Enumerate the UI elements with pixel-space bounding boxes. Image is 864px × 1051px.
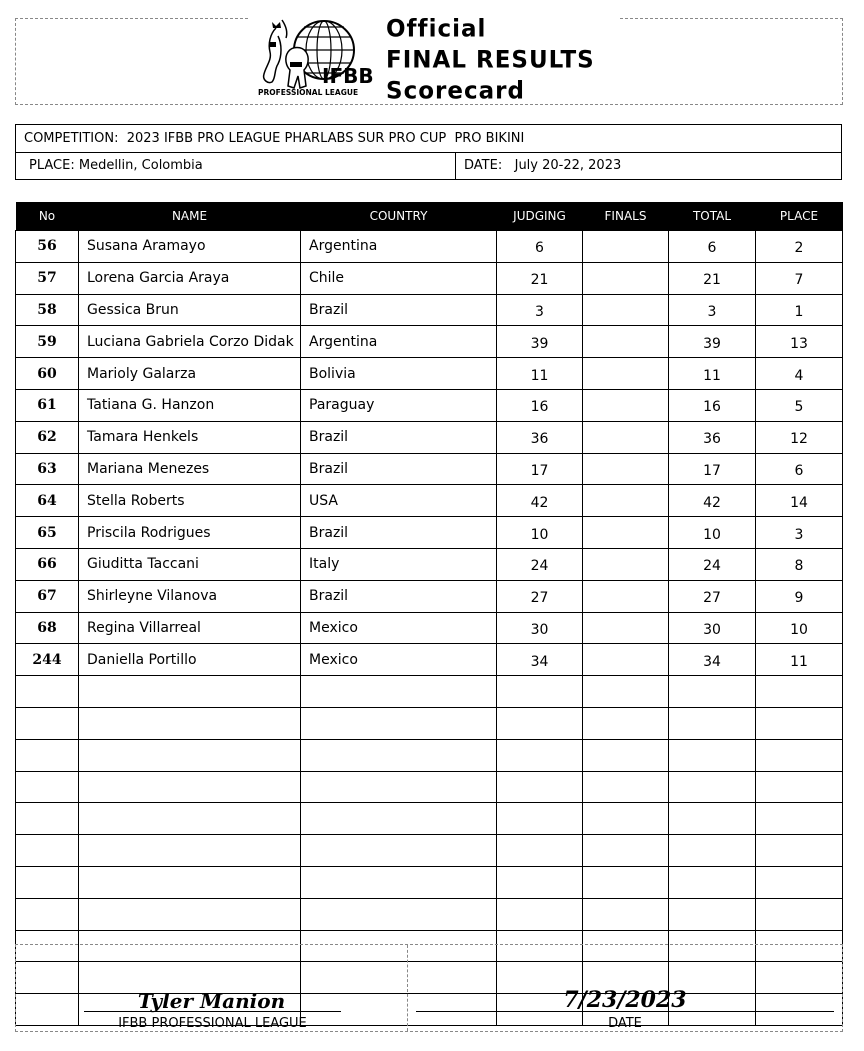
cell-finals bbox=[583, 358, 669, 390]
cell-total: 11 bbox=[669, 358, 756, 390]
cell-total: 36 bbox=[669, 421, 756, 453]
table-header-row bbox=[16, 202, 843, 231]
empty-cell-finals bbox=[583, 739, 669, 771]
empty-cell-country bbox=[301, 707, 497, 739]
table-row bbox=[16, 294, 843, 326]
cell-place: 4 bbox=[756, 358, 843, 390]
cell-place: 10 bbox=[756, 612, 843, 644]
page-title bbox=[386, 14, 595, 107]
empty-cell-finals bbox=[583, 803, 669, 835]
cell-name: Stella Roberts bbox=[79, 485, 301, 517]
cell-judging: 17 bbox=[497, 453, 583, 485]
empty-cell-place bbox=[756, 803, 843, 835]
empty-cell-name bbox=[79, 898, 301, 930]
cell-country: Italy bbox=[301, 548, 497, 580]
empty-cell-no bbox=[16, 676, 79, 708]
empty-cell-no bbox=[16, 866, 79, 898]
cell-total: 16 bbox=[669, 389, 756, 421]
empty-cell-total bbox=[669, 898, 756, 930]
column-header-place: PLACE bbox=[756, 202, 843, 231]
empty-cell-name bbox=[79, 707, 301, 739]
table-row bbox=[16, 358, 843, 390]
empty-cell-no bbox=[16, 771, 79, 803]
cell-total: 42 bbox=[669, 485, 756, 517]
empty-cell-place bbox=[756, 676, 843, 708]
empty-cell-name bbox=[79, 803, 301, 835]
empty-cell-judging bbox=[497, 739, 583, 771]
cell-name: Giuditta Taccani bbox=[79, 548, 301, 580]
empty-table-row bbox=[16, 898, 843, 930]
cell-total: 34 bbox=[669, 644, 756, 676]
title-line-final-results: FINAL RESULTS bbox=[386, 46, 595, 74]
empty-cell-country bbox=[301, 771, 497, 803]
empty-cell-no bbox=[16, 739, 79, 771]
cell-judging: 24 bbox=[497, 548, 583, 580]
cell-place: 8 bbox=[756, 548, 843, 580]
cell-country: Mexico bbox=[301, 644, 497, 676]
table-row bbox=[16, 231, 843, 263]
cell-judging: 36 bbox=[497, 421, 583, 453]
cell-place: 6 bbox=[756, 453, 843, 485]
cell-place: 2 bbox=[756, 231, 843, 263]
table-row bbox=[16, 421, 843, 453]
date-signed-label: DATE bbox=[608, 1016, 642, 1031]
cell-country: Paraguay bbox=[301, 389, 497, 421]
cell-judging: 39 bbox=[497, 326, 583, 358]
cell-place: 13 bbox=[756, 326, 843, 358]
empty-table-row bbox=[16, 739, 843, 771]
cell-place: 1 bbox=[756, 294, 843, 326]
date-cell bbox=[456, 153, 621, 179]
footer-divider bbox=[407, 945, 408, 1031]
empty-cell-total bbox=[669, 835, 756, 867]
cell-total: 30 bbox=[669, 612, 756, 644]
cell-finals bbox=[583, 644, 669, 676]
column-header-country: COUNTRY bbox=[301, 202, 497, 231]
empty-cell-name bbox=[79, 835, 301, 867]
cell-country: Argentina bbox=[301, 231, 497, 263]
official-signature: Tyler Manion bbox=[137, 989, 286, 1013]
cell-no: 65 bbox=[16, 517, 79, 549]
empty-cell-country bbox=[301, 803, 497, 835]
cell-country: Chile bbox=[301, 262, 497, 294]
cell-name: Marioly Galarza bbox=[79, 358, 301, 390]
empty-cell-place bbox=[756, 898, 843, 930]
cell-place: 9 bbox=[756, 580, 843, 612]
cell-total: 24 bbox=[669, 548, 756, 580]
empty-cell-country bbox=[301, 866, 497, 898]
cell-judging: 10 bbox=[497, 517, 583, 549]
empty-cell-name bbox=[79, 771, 301, 803]
place-label: PLACE: bbox=[29, 158, 75, 173]
cell-finals bbox=[583, 548, 669, 580]
table-row bbox=[16, 517, 843, 549]
column-header-finals: FINALS bbox=[583, 202, 669, 231]
cell-finals bbox=[583, 485, 669, 517]
empty-cell-no bbox=[16, 803, 79, 835]
cell-no: 57 bbox=[16, 262, 79, 294]
title-line-official: Official bbox=[386, 15, 487, 43]
signature-label: IFBB PROFESSIONAL LEAGUE bbox=[118, 1016, 307, 1031]
cell-judging: 16 bbox=[497, 389, 583, 421]
empty-cell-judging bbox=[497, 771, 583, 803]
cell-finals bbox=[583, 294, 669, 326]
cell-no: 67 bbox=[16, 580, 79, 612]
cell-finals bbox=[583, 231, 669, 263]
cell-finals bbox=[583, 326, 669, 358]
cell-total: 17 bbox=[669, 453, 756, 485]
empty-cell-country bbox=[301, 835, 497, 867]
empty-cell-judging bbox=[497, 898, 583, 930]
empty-cell-place bbox=[756, 835, 843, 867]
cell-judging: 42 bbox=[497, 485, 583, 517]
cell-judging: 34 bbox=[497, 644, 583, 676]
cell-no: 68 bbox=[16, 612, 79, 644]
empty-cell-judging bbox=[497, 676, 583, 708]
cell-name: Luciana Gabriela Corzo Didak bbox=[79, 326, 301, 358]
cell-finals bbox=[583, 580, 669, 612]
empty-cell-judging bbox=[497, 803, 583, 835]
empty-cell-country bbox=[301, 898, 497, 930]
competition-label: COMPETITION: bbox=[24, 131, 119, 146]
logo-subtitle: PROFESSIONAL LEAGUE bbox=[258, 88, 359, 97]
empty-cell-finals bbox=[583, 866, 669, 898]
cell-place: 11 bbox=[756, 644, 843, 676]
cell-finals bbox=[583, 453, 669, 485]
cell-country: Brazil bbox=[301, 517, 497, 549]
cell-country: Brazil bbox=[301, 580, 497, 612]
empty-cell-total bbox=[669, 707, 756, 739]
column-header-judging: JUDGING bbox=[497, 202, 583, 231]
date-line bbox=[416, 1011, 834, 1012]
cell-name: Gessica Brun bbox=[79, 294, 301, 326]
cell-name: Tamara Henkels bbox=[79, 421, 301, 453]
date-value: July 20-22, 2023 bbox=[514, 158, 622, 173]
table-row bbox=[16, 262, 843, 294]
empty-cell-total bbox=[669, 803, 756, 835]
empty-table-row bbox=[16, 803, 843, 835]
empty-cell-country bbox=[301, 676, 497, 708]
cell-country: Brazil bbox=[301, 421, 497, 453]
cell-no: 60 bbox=[16, 358, 79, 390]
empty-cell-no bbox=[16, 835, 79, 867]
cell-country: Brazil bbox=[301, 453, 497, 485]
ifbb-pro-league-logo bbox=[252, 16, 374, 104]
cell-name: Daniella Portillo bbox=[79, 644, 301, 676]
cell-name: Lorena Garcia Araya bbox=[79, 262, 301, 294]
table-row bbox=[16, 580, 843, 612]
empty-cell-name bbox=[79, 866, 301, 898]
empty-cell-finals bbox=[583, 898, 669, 930]
cell-no: 59 bbox=[16, 326, 79, 358]
cell-no: 58 bbox=[16, 294, 79, 326]
table-row bbox=[16, 485, 843, 517]
cell-no: 56 bbox=[16, 231, 79, 263]
cell-no: 66 bbox=[16, 548, 79, 580]
cell-no: 244 bbox=[16, 644, 79, 676]
column-header-name: NAME bbox=[79, 202, 301, 231]
table-row bbox=[16, 326, 843, 358]
table-row bbox=[16, 389, 843, 421]
empty-table-row bbox=[16, 676, 843, 708]
date-label: DATE: bbox=[464, 158, 503, 173]
cell-judging: 3 bbox=[497, 294, 583, 326]
competition-row bbox=[16, 125, 841, 153]
empty-cell-no bbox=[16, 707, 79, 739]
empty-cell-judging bbox=[497, 707, 583, 739]
cell-no: 62 bbox=[16, 421, 79, 453]
empty-cell-place bbox=[756, 866, 843, 898]
place-cell bbox=[16, 153, 456, 179]
cell-no: 63 bbox=[16, 453, 79, 485]
empty-cell-place bbox=[756, 707, 843, 739]
cell-place: 3 bbox=[756, 517, 843, 549]
cell-name: Shirleyne Vilanova bbox=[79, 580, 301, 612]
cell-total: 39 bbox=[669, 326, 756, 358]
empty-cell-judging bbox=[497, 866, 583, 898]
signature-line bbox=[84, 1011, 341, 1012]
empty-cell-no bbox=[16, 898, 79, 930]
table-row bbox=[16, 644, 843, 676]
cell-finals bbox=[583, 517, 669, 549]
empty-cell-total bbox=[669, 771, 756, 803]
cell-judging: 21 bbox=[497, 262, 583, 294]
cell-finals bbox=[583, 389, 669, 421]
table-row bbox=[16, 548, 843, 580]
empty-cell-place bbox=[756, 771, 843, 803]
results-body bbox=[16, 231, 843, 1026]
empty-cell-total bbox=[669, 676, 756, 708]
cell-judging: 27 bbox=[497, 580, 583, 612]
cell-country: Bolivia bbox=[301, 358, 497, 390]
empty-cell-name bbox=[79, 676, 301, 708]
table-row bbox=[16, 453, 843, 485]
cell-name: Tatiana G. Hanzon bbox=[79, 389, 301, 421]
empty-table-row bbox=[16, 707, 843, 739]
cell-total: 6 bbox=[669, 231, 756, 263]
cell-no: 61 bbox=[16, 389, 79, 421]
empty-cell-judging bbox=[497, 835, 583, 867]
cell-name: Susana Aramayo bbox=[79, 231, 301, 263]
empty-cell-finals bbox=[583, 676, 669, 708]
cell-finals bbox=[583, 612, 669, 644]
competition-info bbox=[15, 124, 842, 180]
cell-country: USA bbox=[301, 485, 497, 517]
cell-name: Regina Villarreal bbox=[79, 612, 301, 644]
competition-value: 2023 IFBB PRO LEAGUE PHARLABS SUR PRO CUP PRO BIKINI bbox=[126, 131, 525, 146]
title-line-scorecard: Scorecard bbox=[386, 77, 525, 105]
empty-table-row bbox=[16, 835, 843, 867]
empty-cell-finals bbox=[583, 707, 669, 739]
cell-total: 10 bbox=[669, 517, 756, 549]
empty-table-row bbox=[16, 866, 843, 898]
cell-judging: 11 bbox=[497, 358, 583, 390]
empty-cell-country bbox=[301, 739, 497, 771]
cell-finals bbox=[583, 421, 669, 453]
cell-total: 27 bbox=[669, 580, 756, 612]
cell-country: Argentina bbox=[301, 326, 497, 358]
signature-footer bbox=[15, 944, 843, 1032]
empty-cell-finals bbox=[583, 771, 669, 803]
cell-country: Brazil bbox=[301, 294, 497, 326]
cell-total: 3 bbox=[669, 294, 756, 326]
cell-finals bbox=[583, 262, 669, 294]
place-value: Medellin, Colombia bbox=[78, 158, 203, 173]
empty-cell-place bbox=[756, 739, 843, 771]
empty-cell-total bbox=[669, 866, 756, 898]
empty-cell-total bbox=[669, 739, 756, 771]
cell-place: 12 bbox=[756, 421, 843, 453]
cell-no: 64 bbox=[16, 485, 79, 517]
cell-place: 7 bbox=[756, 262, 843, 294]
column-header-total: TOTAL bbox=[669, 202, 756, 231]
cell-country: Mexico bbox=[301, 612, 497, 644]
cell-name: Mariana Menezes bbox=[79, 453, 301, 485]
results-table bbox=[15, 202, 843, 1026]
logo-wordmark: IFBB bbox=[322, 64, 374, 88]
cell-place: 14 bbox=[756, 485, 843, 517]
cell-total: 21 bbox=[669, 262, 756, 294]
empty-cell-finals bbox=[583, 835, 669, 867]
cell-name: Priscila Rodrigues bbox=[79, 517, 301, 549]
cell-judging: 30 bbox=[497, 612, 583, 644]
empty-table-row bbox=[16, 771, 843, 803]
empty-cell-name bbox=[79, 739, 301, 771]
cell-judging: 6 bbox=[497, 231, 583, 263]
cell-place: 5 bbox=[756, 389, 843, 421]
table-row bbox=[16, 612, 843, 644]
header bbox=[248, 10, 618, 104]
signed-date: 7/23/2023 bbox=[563, 987, 687, 1013]
column-header-no: No bbox=[16, 202, 79, 231]
